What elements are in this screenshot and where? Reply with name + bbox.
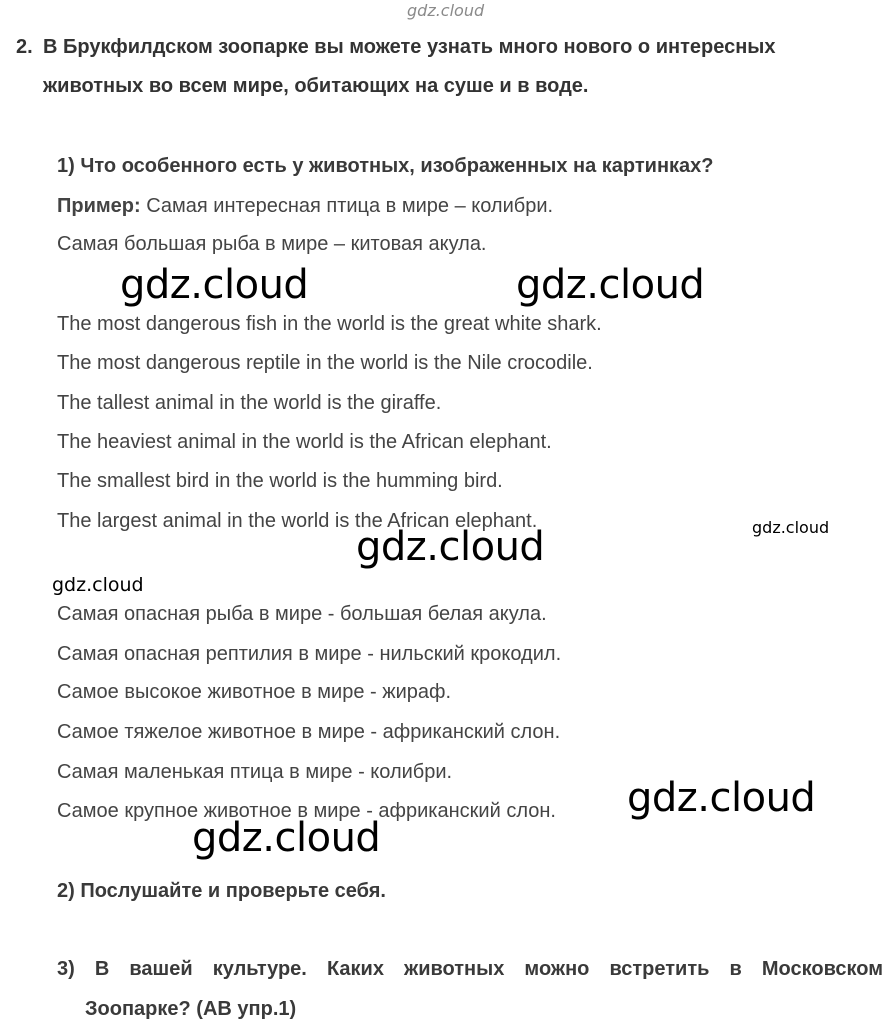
part3-line1: 3) В вашей культуре. Каких животных можно встретить в Московском — [57, 958, 883, 980]
english-answer: The smallest bird in the world is the humming bird. — [57, 470, 503, 492]
russian-answer: Самая маленькая птица в мире - колибри. — [57, 761, 453, 783]
russian-answer: Самая опасная рыба в мире - большая белая акула. — [57, 603, 547, 625]
english-answer: The most dangerous reptile in the world is the Nile crocodile. — [57, 352, 593, 374]
watermark-small: gdz.cloud — [752, 518, 830, 537]
example-line2: Самая большая рыба в мире – китовая акула. — [57, 233, 487, 255]
english-answer: The largest animal in the world is the African elephant. — [57, 510, 538, 532]
english-answer: The tallest animal in the world is the giraffe. — [57, 392, 442, 414]
example-text: Самая интересная птица в мире – колибри. — [140, 195, 554, 217]
task-number: 2. — [16, 36, 33, 58]
watermark: gdz.cloud — [516, 262, 705, 308]
example-label: Пример: — [57, 195, 141, 217]
task-title-line2: животных во всем мире, обитающих на суше и в воде. — [43, 75, 589, 97]
watermark: gdz.cloud — [627, 775, 816, 821]
russian-answer: Самое крупное животное в мире - африканский слон. — [57, 800, 556, 822]
russian-answer: Самая опасная рептилия в мире - нильский крокодил. — [57, 643, 562, 665]
watermark: gdz.cloud — [356, 524, 545, 570]
example-line — [57, 195, 553, 218]
task-title-line1: В Брукфилдском зоопарке вы можете узнать много нового о интересных — [43, 36, 776, 58]
english-answer: The most dangerous fish in the world is the great white shark. — [57, 313, 602, 335]
watermark-top: gdz.cloud — [407, 1, 485, 20]
part2-question: 2) Послушайте и проверьте себя. — [57, 880, 386, 902]
russian-answer: Самое высокое животное в мире - жираф. — [57, 681, 452, 703]
watermark: gdz.cloud — [120, 262, 309, 308]
russian-answer: Самое тяжелое животное в мире - африканский слон. — [57, 721, 561, 743]
part3-line2: Зоопарке? (АВ упр.1) — [85, 998, 297, 1020]
watermark: gdz.cloud — [192, 815, 381, 861]
watermark-small: gdz.cloud — [52, 574, 144, 596]
english-answer: The heaviest animal in the world is the African elephant. — [57, 431, 552, 453]
part1-question: 1) Что особенного есть у животных, изображенных на картинках? — [57, 155, 714, 177]
